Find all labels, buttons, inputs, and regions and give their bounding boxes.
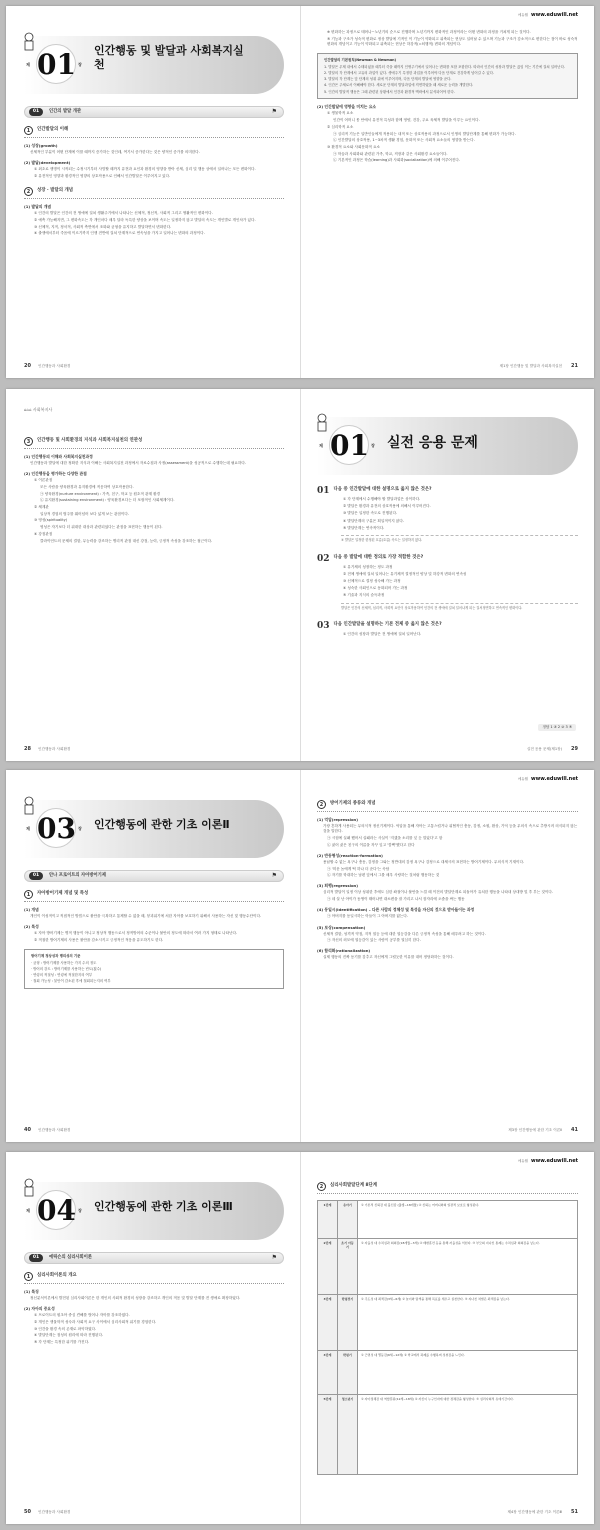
page-footer: 제3장 인간행동에 관한 기초 이론Ⅱ [508,1127,562,1132]
list-item: ② 유전적인 영향과 환경적인 영향의 상호작용으로 인해서 인간발달은 이루어지고 있다. [34,173,171,178]
site-url[interactable]: www.eduwill.net [531,776,578,782]
item-heading: (2) 발달(development) [24,160,71,166]
section-header: 01 안나 프로이트의 자아방어기제 ⚑ [24,870,284,882]
chapter-title: 실전 응용 문제 [387,435,478,451]
stages-table [317,1200,578,1475]
subsection-header: 1 인간발달의 이해 [24,126,284,138]
student-figure-icon [315,413,329,435]
spread-pages-28-29 [6,389,594,761]
spread-pages-40-41 [6,770,594,1142]
chapter-number: 01 [329,425,369,465]
table-row: 3단계 학령전기 ① 주도성 대 죄책감(3세~6세) ② 놀이와 탐색을 통해 목표를 세우고 실천한다. ③ 지나친 처벌은 죄책감을 낳는다. [318,1295,578,1351]
section-header: 01 에릭슨의 심리사회이론 ⚑ [24,1252,284,1264]
flag-icon: ⚑ [271,108,277,115]
question: 01 다음 중 인간발달에 대한 설명으로 옳지 않은 것은? [317,486,432,496]
list-item: ① 최초로 생명이 시작되는 수정시기부터 사망할 때까지 유전과 요인과 환경의 영향을 받아 신체, 심리 및 행동 상에서 일어나는 모든 변화이다. [34,167,256,172]
page-20 [6,6,300,378]
item-heading: (1) 성장(growth) [24,143,58,148]
spread-pages-20-21 [6,6,594,378]
page-number: 41 [571,1126,578,1133]
page-footer: 제4장 인간행동에 관한 기초 이론Ⅲ [507,1509,562,1514]
list-item: ※ 변화하는 과정으로 태어나~노년기의 순으로 진행하며 노년기까지 변화적인 과정이라는 어떤 변화의 과정을 거쳐게 되는 것이다. [327,30,531,34]
chapter-title: 인간행동 및 발달과 사회복지실천 [94,44,244,71]
page-footer: 인간행동과 사회환경 [38,746,71,751]
site-url[interactable]: www.eduwill.net [531,12,578,18]
chapter-prefix: 제 [26,62,30,67]
student-figure-icon [22,796,36,818]
question: 02 다음 중 발달에 대한 정의로 가장 적합한 것은? [317,553,424,564]
subsection-header: 2 방어기제의 종류와 개념 [317,800,578,812]
question: 03 다음 인간발달을 설명하는 기본 전제 중 옳지 않은 것은? [317,621,442,632]
site-url[interactable]: www.eduwill.net [531,1158,578,1164]
page-number: 28 [24,745,31,752]
chapter-suffix: 장 [78,62,82,67]
info-box: 인간발달의 기본원칙(Newman & Newman) 1. 발달은 무제 내에서 수태되었을 때부터 죽을 때까지 인생주기에서 일어나는 변화를 포함 포함한다. 따라서 인간의 성장과 발달은 끊임 이는 기간에 걸쳐 일어난다. 2. 발달의 각 단계에서 고유의 과업이 있다. 생애주기 특정한 과업을 이루어야 다음 단계로 건강하게 넘어갈 수 있다. 3. 발달의 각 단계는 앞 단계의 성취 위에 이루어지며, 다음 단계의 발달에 영향을 준다. 4. 인간은 주체로서 이해해야 한다. 새로운 단계의 발달과업에 직면하였을 때 새로운 능력을 개발한다. 5. 인간의 발달적 행동은 그때 관련된 상황에서 인간과 환경적 맥락에서 분석되어야 한다. [317,53,578,99]
chapter-number: 03 [36,808,76,848]
list-item: ③ 환경적 요소와 사회문화적 요소 [327,145,380,149]
item-heading: (1) 인간행동의 이해와 사회복지실천과정 [24,454,93,459]
student-figure-icon [22,1178,36,1200]
page-50: 제 04 장 인간행동에 관한 기초 이론Ⅲ 01 에릭슨의 심리사회이론 ⚑ 1 심리사회이론의 개요 (1) 특징 정신분석이론에서 발전된 심리사회이론은 한 개인의 사회적 환경의 성장을 강조하고 개인의 적응 및 발달 단계를 전 생애로 확장하였다. (2) 자아의 중요성 ① 프로이트의 원초아 중심 견해를 벗어나 자아를 강조하였다. ② 개인은 생물학적 성숙과 사회적 요구 사이에서 심리사회적 위기를 경험한다. ③ 인간을 환경 속의 존재로 파악하였다. ④ 발달단계는 점성의 원리에 따라 진행된다. ⑤ 각 단계는 특정한 위기를 가진다. 50 인간행동과 사회환경 [6,1152,300,1524]
item-heading: (2) 인간행동을 평가하는 다양한 관점 [24,471,87,477]
chapter-number: 01 [36,44,76,84]
chapter-banner: 제 03 장 인간행동에 관한 기초 이론Ⅱ [24,800,284,858]
item-heading: (2) 인간발달에 영향을 미치는 요소 [317,104,377,110]
page-number: 21 [571,362,578,369]
page-footer: 실전 응용 문제(제1장) [526,746,562,751]
running-header: 에듀윌 www.eduwill.net [517,776,578,782]
spread-pages-50-51 [6,1152,594,1524]
subsection-header: 1 자아방어기제 개념 및 특성 [24,890,284,902]
page-number: 50 [24,1508,31,1515]
info-box: 방어기제 정상성과 병리성의 기준 · 균형 : 방어기제를 사용하는 가지 수의 정도 · 방어의 강도 : 방어기제를 사용하는 빈도(횟수) · 연령의 적절성 : 연령에 적절한지의 여부 · 철회 가능성 : 불안이 감소된 후에 철회되는지의 여부 [24,949,284,989]
explanation: ③ 발달은 일정한 한정된 흐름(흐름) 속도는 일정하지 않다. [341,535,578,543]
chapter-title: 인간행동에 관한 기초 이론Ⅲ [94,1200,233,1213]
page-40: 제 03 장 인간행동에 관한 기초 이론Ⅱ 01 안나 프로이트의 자아방어기제 ⚑ 1 자아방어기제 개념 및 특성 (1) 개념 개인이 이성적이고 직접적인 방법으로 불안을 극복하고 통제할 수 없을 때, 붕괴위기에 처한 자아를 보호하기 위해서 사용하는 자신 및 행동수단이다. (2) 특성 ① 자아 방어기제는 병적 행동이 아니고 정상적 행동으로서 정적방어의 수준이나 불안의 정도에 따라서 여러 가지 형태로 나타난다. ② 적절한 방어기제의 사용은 불안을 감소시키고 긍정적인 적응을 유도하기도 한다. 방어기제 정상성과 병리성의 기준 · 균형 : 방어기제를 사용하는 가지 수의 정도 · 방어의 강도 : 방어기제를 사용하는 빈도(횟수) · 연령의 적절성 : 연령에 적절한지의 여부 · 철회 가능성 : 불안이 감소된 후에 철회되는지의 여부 40 인간행동과 사회환경 [6,770,300,1142]
page-number: 51 [571,1508,578,1515]
table-row: 1단계 유아기 ① 기본적 신뢰감 대 불신감 (출생~18개월) ② 신뢰는 어머니와의 일관적 보호로 형성된다. [318,1201,578,1239]
chapter-title: 인간행동에 관한 기초 이론Ⅱ [94,818,230,831]
item-heading: (1) 발달의 개념 [24,204,52,210]
section-title: 인간의 발달 개관 [49,108,82,114]
student-figure-icon [22,32,36,54]
page-footer: 인간행동과 사회환경 [38,363,71,368]
subsection-header: 3 인간행동 및 사회환경의 지식과 사회복지실천의 연관성 [24,437,284,449]
page-decoration: ⌂⌂⌂ 사회복지사 [24,407,53,412]
list-item: ④ 출생에서부터 죽음에 이르기까지 인생 전반에 걸쳐 단계적으로 연속성을 가지고 일어나는 변화의 과정이다. [34,231,205,236]
page-28: ⌂⌂⌂ 사회복지사 3 인간행동 및 사회환경의 지식과 사회복지실천의 연관성 (1) 인간행동의 이해와 사회복지실천과정 인간행동과 발달에 대한 정확한 지식과 이해는 사회복지실천 과정에서 자료수집과 사정(assessment)을 성공적으로 수행하는데 필요하다. (2) 인간행동을 평가하는 다양한 관점 ① 이론관점 모든 사람을 양육환경과 유지환경에 적응하여 상호작용한다. ㉠ 양육환경(nurture environment) : 가족, 친구, 학교 등 원초적 관계 환경 ㉡ 유지환경(sustaining environment) : 양육환경보다는 더 포괄적인 사회체계이다. ② 체계관 일상적 경험의 범주를 뛰어넘어 보다 넓게 보는 관점이다. ③ 영성(spirituality) 영성은 자기보다 더 위대한 대상과 관련되었다는 관점을 표현하는 행동이 된다. ④ 강점관점 클라이언트의 문제의 결함, 무능력을 강조하는 병리적 관점 대신 강점, 능력, 긍정적 속성을 강조하는 접근이다. 28 인간행동과 사회환경 [6,389,300,761]
list-item: ⑤ 기능과 구조가 성숙적 변화로 정상 발달에 기적인 이 기능이 약화되고 위축되는 현상도 일어날 수 있으며 기능과 구조가 감소적으로 변한다는 점이 바로 성숙적 변화의 개념이고 기능이 약화되고 위축되는 현상은 하강적(=퇴행적) 변화의 개념이다. [327,36,578,46]
list-item: ③ 신체적, 지적, 정서적, 사회적 측면에서 조화와 균형을 유지하고 발달하면서 변화한다. [34,224,172,229]
page-number: 40 [24,1126,31,1133]
info-box-title: 인간발달의 기본원칙(Newman & Newman) [324,58,397,63]
answer-key: 정답 1 ③ 2 ② 3 ⑤ [538,724,576,731]
page-21: 에듀윌 www.eduwill.net ※ 변화하는 과정으로 태어나~노년기의 순으로 진행하며 노년기까지 변화적인 과정이라는 어떤 변화의 과정을 거쳐게 되는 것이다. ⑤ 기능과 구조가 성숙적 변화로 정상 발달에 기적인 이 기능이 약화되고 위축되는 현상도 일어날 수 있으며 기능과 구조가 감소적으로 변한다는 점이 바로 성숙적 변화의 개념이고 기능이 약화되고 위축되는 현상은 하강적(=퇴행적) 변화의 개념이다. 인간발달의 기본원칙(Newman & Newman) 1. 발달은 무제 내에서 수태되었을 때부터 죽을 때까지 인생주기에서 일어나는 변화를 포함 포함한다. 따라서 인간의 성장과 발달은 끊임 이는 기간에 걸쳐 일어난다. 2. 발달의 각 단계에서 고유의 과업이 있다. 생애주기 특정한 과업을 이루어야 다음 단계로 건강하게 넘어갈 수 있다. 3. 발달의 각 단계는 앞 단계의 성취 위에 이루어지며, 다음 단계의 발달에 영향을 준다. 4. 인간은 주체로서 이해해야 한다. 새로운 단계의 발달과업에 직면하였을 때 새로운 능력을 개발한다. 5. 인간의 발달적 행동은 그때 관련된 상황에서 인간과 환경적 맥락에서 분석되어야 한다. (2) 인간발달에 영향을 미치는 요소 ① 생물학적 요소 인간이 어머니 몸 안에서 유전적 특성과 함께 영양, 건강, 주요 육체적 발달을 이루는 요인이다. ② 심리학적 요소 ㉠ 심리적 기능은 일반인들에게 적용되는 내적 또는 상호작용의 과정으로서 인생의 발달단계를 통해 변화가 가능하다. ㉡ 인간발달의 상호작용, 1~3차적 생활 경험, 문화적 또는 사회적 요소들의 영향을 받는다. ③ 환경적 요소와 사회문화적 요소 ㉠ 학습과 사회화와 관련된 가족, 학교, 직장과 같은 사회환경 요소들이다. ㉡ 기본적인 과정은 학습(learning)과 사회화(socialization)에 의해 이루어진다. 제1장 인간행동 및 발달과 사회복지실천 21 [300,6,594,378]
subsection-header: 2 심리사회발달단계 8단계 [317,1182,578,1194]
chapter-banner: 제 04 장 인간행동에 관한 기초 이론Ⅲ [24,1182,284,1240]
running-header: 에듀윌 www.eduwill.net [517,12,578,18]
chapter-banner: 제 01 장 실전 응용 문제 [317,417,578,475]
flag-icon: ⚑ [271,1254,277,1261]
page-number: 20 [24,362,31,369]
section-header [24,106,284,118]
page-41: 에듀윌 www.eduwill.net 2 방어기제의 종류와 개념 (1) 억압(repression) 가장 흔하게 사용되는 무의식적 정신기제이다. 억압을 통해 자아는 고통스럽거나 위협적인 충동, 감정, 소원, 환상, 기억 등을 무의식 속으로 추방시켜 의식되지 않는 것을 말한다. ㉠ 시험에 실패 했어서 실패라는 사실이 '지겠을 소리를 잊 듯 말았다'고 함 ㉡ 싫어 싫은 친구의 이름을 자꾸 잊고 '깜빡'했다고 한다 (2) 반동형성(reaction-formation) 용납할 수 없는 욕구나 충동, 감정을 그와는 정반대의 감정 욕구나 감정으로 대체시켜 표현하는 방어기제이다. 무의식적 기재이다. ㉠ '미운 놈에게 떡 하나 더 준다'는 속담 ㉡ 자기를 학대하는 남편 앞에서 그를 매우 사랑하는 것처럼 행동하는 것 (3) 퇴행(regression) 심리적 발달이 일정 이상 성취한 후에도 심한 좌절이나 불안을 느낄 때 이전의 발달단계로 되돌아가 유치한 행동을 나타내 상대방 및 후 부는 것이다. ㉠ 네 살 난 아이가 동생이 태어나면 대소변을 잘 가리고 나서 잠자리에 오줌을 싸는 행동 (4) 동일시(identification) – 다른 사람의 정체성 및 특성을 자신의 것으로 받아들이는 과정 ㉠ 아버지를 동일시하는 아들이 그 아버지를 닮는다. (5) 보상(compensation) 신체적 결함, 성격적 약점, 지적 열등 등에 대한 열등감을 다른 긍정적 속성을 통해 메우려고 하는 것이다. ㉠ 자신의 외모에 열등감이 있는 사람이 공부를 열심히 한다. (6) 합리화(rationalization) 실제 행동의 진짜 동기를 감추고 자신에게 그럴듯한 이유를 대어 정당화하는 것이다. 제3장 인간행동에 관한 기초 이론Ⅱ 41 [300,770,594,1142]
table-row: 4단계 학령기 ① 근면성 대 열등감(6세~12세) ② 학교에서 과제를 수행하며 성취감을 느낀다. [318,1351,578,1395]
paragraph: 신체적인 부분이 어떤 단계에 이를 때까지 증가하는 것인데, 여기서 증가한다는 것은 양적인 증가를 의미한다. [30,150,200,154]
list-item: ① 생물학적 요소 [327,111,354,116]
list-item: ② 예측 가능해지면, 그 변화속도는 각 개인마다 매우 달라 독특한 양상을 보이며 속도는 일정하지 않고 발달의 속도는 개인별로 개인차가 있다. [34,217,256,222]
page-footer: 제1장 인간행동 및 발달과 사회복지실천 [499,363,562,368]
running-header: 에듀윌 www.eduwill.net [517,1158,578,1164]
subsection-header: 1 심리사회이론의 개요 [24,1272,284,1284]
page-51 [300,1152,594,1524]
section-number: 01 [29,108,43,116]
page-footer: 인간행동과 사회환경 [38,1509,71,1514]
flag-icon: ⚑ [271,872,277,879]
houses-icon: ⌂⌂⌂ [24,407,32,412]
list-item: ① 인간의 발달은 인간의 전 생애에 걸쳐 생활주기에서 나타나는 신체적, 정신적, 사회적 그리고 생활적인 변화이다. [34,211,213,216]
paragraph: 인간행동과 발달에 대한 정확한 지식과 이해는 사회복지실천 과정에서 자료수집과 사정(assessment)을 성공적으로 수행하는데 필요하다. [30,461,247,465]
list-item: ② 심리학적 요소 [327,124,354,129]
chapter-banner [24,36,284,94]
table-row: 2단계 초기 아동기 ① 자율성 대 수치심과 회의감(18개월~3세) ② 배변훈련 등을 통해 자율성을 익힌다. ③ 부모의 지나친 통제는 수치심과 회의감을 낳는다. [318,1239,578,1295]
explanation: 발달은 인간의 신체적, 심리적, 사회적 요인이 상호작용하여 인간의 전 생애에 걸쳐 일어나게 되는 질서정연하고 연속적인 변화이다. [341,603,578,611]
page-footer: 인간행동과 사회환경 [38,1127,71,1132]
page-29: 제 01 장 실전 응용 문제 01 다음 중 인간발달에 대한 설명으로 옳지 않은 것은? ① 각 단계에서 수행해야 할 발달과업은 상이하다. ② 발달은 환경과 유전의 상호작용에 의해서 이루어진다. ③ 발달은 일정한 속도로 진행된다. ④ 발달단계의 구분은 획일적이지 않다. ⑤ 발달단계는 연속적이다. ③ 발달은 일정한 한정된 흐름(흐름) 속도는 일정하지 않다. 02 다음 중 발달에 대한 정의로 가장 적합한 것은? ① 유기체의 성장하는 정도 과정 ② 전체 생애에 걸쳐 일어나는 유기체적 결정적인 양상 및 하강적 변화의 연속성 ③ 신체적으로 결정 성숙해 가는 과정 ④ 성숙한 사회인으로 동화되어 가는 과정 ⑤ 기술과 지식의 습득과정 발달은 인간의 신체적, 심리적, 사회적 요인이 상호작용하여 인간의 전 생애에 걸쳐 일어나게 되는 질서정연하고 연속적인 변화이다. 03 다음 인간발달을 설명하는 기본 전제 중 옳지 않은 것은? ① 인간의 성장과 발달은 전 생애에 걸쳐 일어난다. 정답 1 ③ 2 ② 3 ⑤ 실전 응용 문제(제1장) 29 [300,389,594,761]
subsection-header: 2 성장 · 발달의 개념 [24,187,284,199]
page-number: 29 [571,745,578,752]
table-row: 5단계 청소년기 ① 자아정체감 대 역할혼란(12세~18세) ② 자신이 누구인지에 대한 정체감을 형성한다. ③ 심리사회적 유예기간이다. [318,1395,578,1475]
chapter-number: 04 [36,1190,76,1230]
